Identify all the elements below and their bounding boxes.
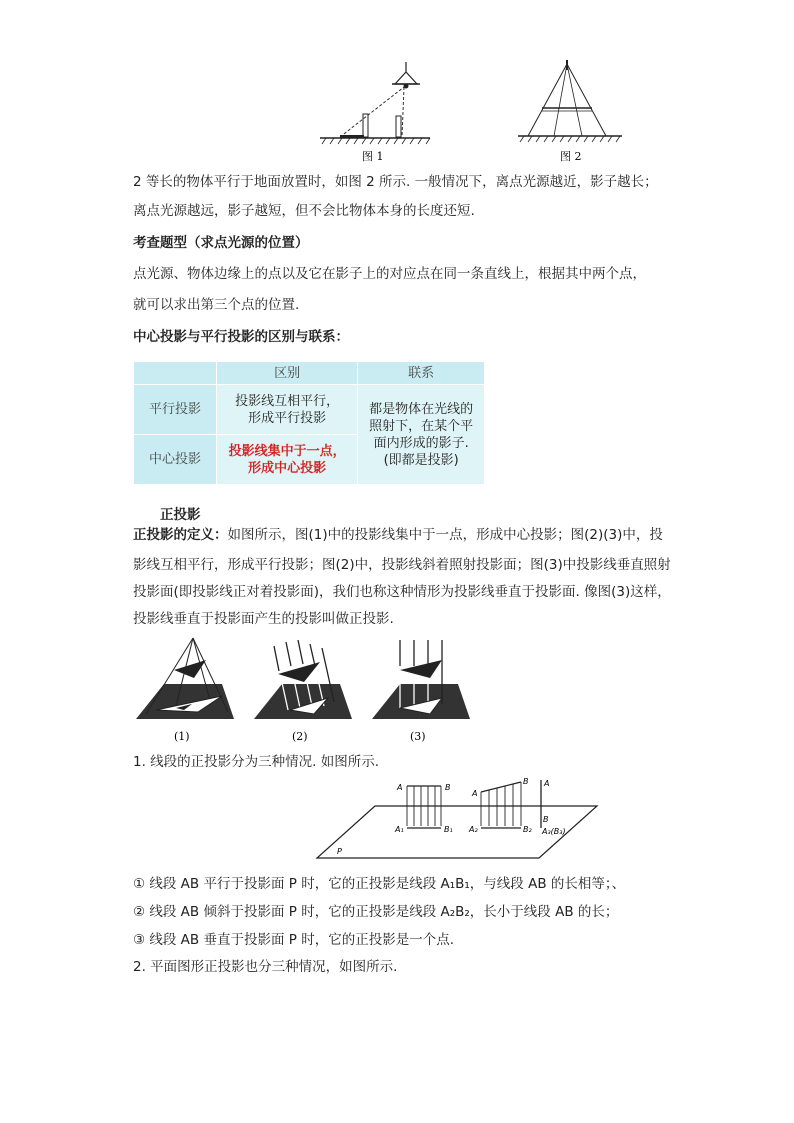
label-A: A <box>397 783 403 792</box>
projection-oblique <box>254 640 352 743</box>
label-A3B3: A₃(B₃) <box>542 827 566 836</box>
row-label-central: 中心投影 <box>134 435 217 485</box>
cell-link <box>358 385 485 485</box>
cell-link-line4: (即都是投影) <box>383 452 459 468</box>
heading-question-type: 考查题型（求点光源的位置） <box>133 235 309 251</box>
table-header-link: 联系 <box>358 362 485 385</box>
cell-central-diff-line2: 形成中心投影 <box>248 460 327 476</box>
para2-line1: 点光源、物体边缘上的点以及它在影子上的对应点在同一条直线上，根据其中两个点， <box>133 266 646 282</box>
figure-three-projections <box>136 636 476 746</box>
caption-1: (1) <box>174 730 190 743</box>
figure-point-light-triangle <box>510 58 630 166</box>
ortho-def-label: 正投影的定义： <box>133 527 228 543</box>
heading-difference: 中心投影与平行投影的区别与联系： <box>133 329 349 345</box>
comparison-table <box>133 361 485 485</box>
table-corner <box>134 362 217 385</box>
projection-central <box>136 638 234 743</box>
label-B-vertical: B <box>543 815 549 824</box>
plane-intro: 2. 平面图形正投影也分三种情况，如图所示. <box>133 959 398 975</box>
para2-line2: 就可以求出第三个点的位置. <box>133 297 300 313</box>
table-header-diff: 区别 <box>217 362 358 385</box>
label-B2: B₂ <box>523 825 532 834</box>
segment-intro: 1. 线段的正投影分为三种情况. 如图所示. <box>133 754 380 770</box>
label-A1: A₁ <box>395 825 404 834</box>
cell-parallel-diff-line1: 投影线互相平行， <box>235 393 340 409</box>
ortho-def-text1: 如图所示，图(1)中的投影线集中于一点，形成中心投影；图(2)(3)中，投 <box>227 527 663 543</box>
case-1: ① 线段 AB 平行于投影面 P 时，它的正投影是线段 A₁B₁，与线段 AB 的长相等；、 <box>133 876 626 892</box>
case-2: ② 线段 AB 倾斜于投影面 P 时，它的正投影是线段 A₂B₂，长小于线段 AB 的长； <box>133 904 619 920</box>
label-B-oblique: B <box>523 777 529 786</box>
fig2-caption: 图 2 <box>560 150 582 163</box>
ortho-def-line4: 投影线垂直于投影面产生的投影叫做正投影. <box>133 611 394 627</box>
cell-link-line2: 照射下，在某个平 <box>369 418 474 434</box>
fig1-caption: 图 1 <box>362 150 384 163</box>
label-B1: B₁ <box>444 825 453 834</box>
projection-orthographic <box>372 640 470 743</box>
label-A-oblique: A <box>472 789 478 798</box>
cell-parallel-diff <box>217 385 358 435</box>
heading-orthographic: 正投影 <box>160 507 201 523</box>
ortho-def-line2: 影线互相平行，形成平行投影；图(2)中，投影线斜着照射投影面；图(3)中投影线垂直照射 <box>133 557 671 573</box>
row-label-parallel: 平行投影 <box>134 385 217 435</box>
case-3: ③ 线段 AB 垂直于投影面 P 时，它的正投影是一个点. <box>133 932 454 948</box>
cell-central-diff-line1: 投影线集中于一点， <box>228 443 346 459</box>
caption-2: (2) <box>292 730 308 743</box>
caption-3: (3) <box>410 730 426 743</box>
cell-link-line3: 面内形成的影子. <box>373 435 469 451</box>
ortho-def-line3: 投影面(即投影线正对着投影面)，我们也称这种情形为投影线垂直于投影面. 像图(3)这样， <box>133 584 671 600</box>
label-P: P <box>337 847 342 856</box>
label-A2: A₂ <box>469 825 478 834</box>
figure-segment-projection <box>315 776 600 864</box>
cell-link-line1: 都是物体在光线的 <box>369 401 474 417</box>
cell-central-diff <box>217 435 358 485</box>
label-B: B <box>445 783 451 792</box>
figure-lamp-shadow <box>310 62 440 166</box>
para1-line1: 2 等长的物体平行于地面放置时，如图 2 所示. 一般情况下，离点光源越近，影子越长； <box>133 174 658 190</box>
cell-parallel-diff-line2: 形成平行投影 <box>248 410 327 426</box>
label-A-vertical: A <box>544 779 550 788</box>
ortho-def-line1 <box>133 525 663 545</box>
para1-line2: 离点光源越远，影子越短，但不会比物体本身的长度还短. <box>133 203 475 219</box>
